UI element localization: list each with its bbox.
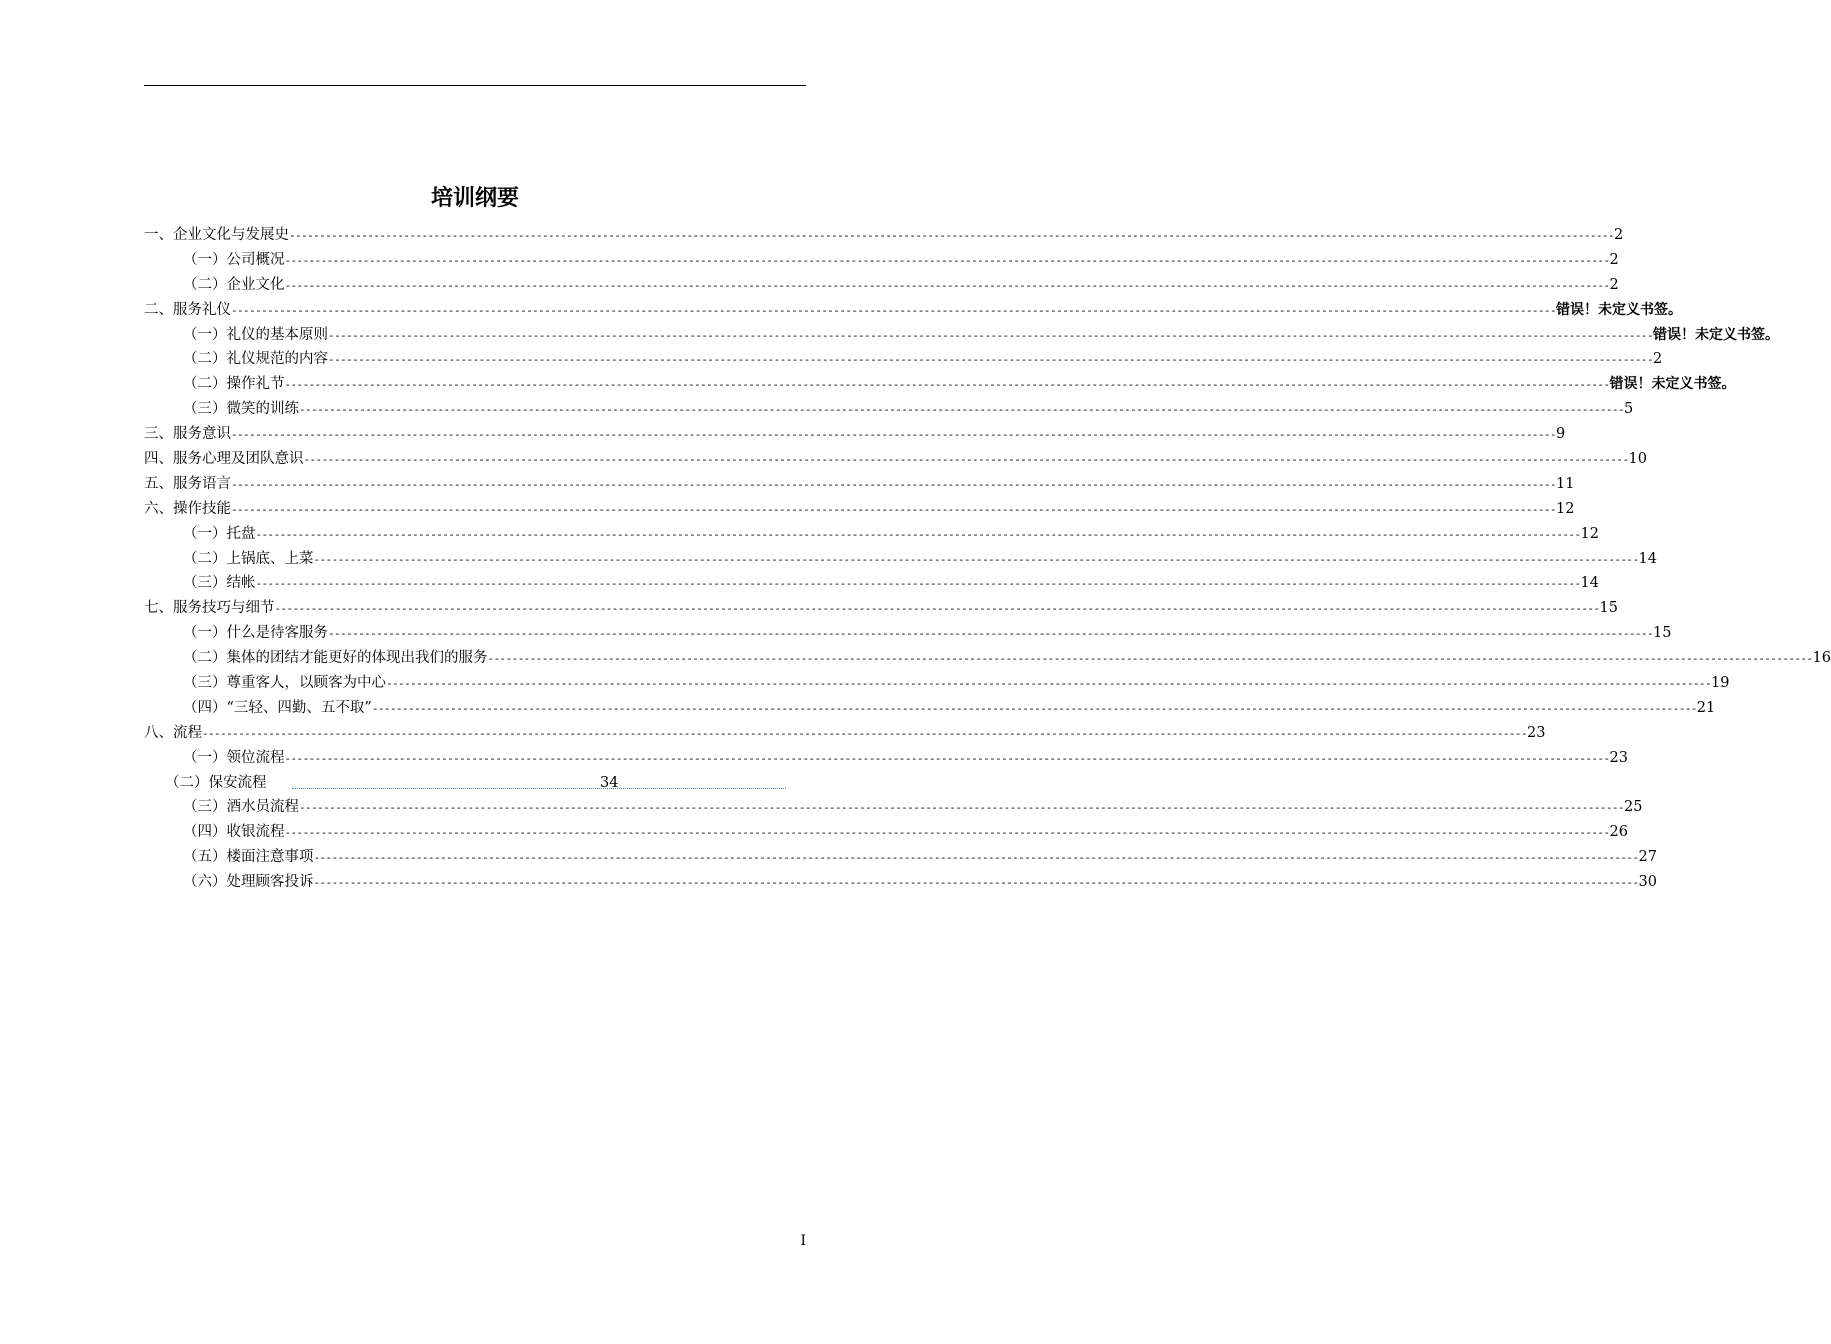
toc-entry-label: （三）尊重客人，以顾客为中心 [183,675,386,692]
toc-entry-label: （四）收银流程 [183,824,285,841]
toc-entry[interactable] [144,721,1546,746]
toc-entry-label: 四、服务心理及团队意识 [144,451,304,468]
toc-leader: ---------------------------------------------------------------------------------------------------------------------------------------------------------------------------------------------------------------------------- [284,278,1610,292]
toc-entry[interactable] [144,596,1618,621]
toc-entry-page: 15 [1599,600,1618,617]
toc-leader: ---------------------------------------------------------------------------------------------------------------------------------------------------------------------------------------------------------------------------- [313,552,1639,566]
document-title: 培训纲要 [430,186,519,211]
toc-entry-page: 12 [1580,525,1599,542]
toc-entry-label: （三）微笑的训练 [183,401,299,418]
toc-entry-page: 9 [1555,426,1566,443]
toc-entry-page: 15 [1652,625,1672,642]
toc-entry-label: （三）结帐 [183,575,256,592]
table-of-contents [144,223,1831,895]
toc-entry[interactable] [144,397,1634,422]
toc-leader: ---------------------------------------------------------------------------------------------------------------------------------------------------------------------------------------------------------------------------- [284,253,1610,267]
toc-entry-page: 14 [1580,575,1599,592]
toc-entry-page: 10 [1628,451,1647,468]
toc-entry-page: 23 [1609,749,1628,766]
toc-entry-label: 二、服务礼仪 [144,301,231,318]
toc-entry-page: 26 [1609,824,1628,841]
toc-leader: ---------------------------------------------------------------------------------------------------------------------------------------------------------------------------------------------------------------------------- [328,328,1653,342]
toc-entry[interactable] [144,696,1716,721]
toc-leader: ---------------------------------------------------------------------------------------------------------------------------------------------------------------------------------------------------------------------------- [299,403,1624,417]
toc-entry[interactable] [144,771,806,796]
toc-entry[interactable] [144,273,1619,298]
toc-entry[interactable] [144,547,1657,572]
toc-entry-label: 一、企业文化与发展史 [144,227,289,243]
toc-entry-label: （四）“三轻、四勤、五不取” [183,699,372,716]
toc-entry[interactable] [144,372,1736,397]
page-number: I [800,1233,806,1249]
toc-leader: ---------------------------------------------------------------------------------------------------------------------------------------------------------------------------------------------------------------------------- [313,851,1639,865]
toc-entry-label: （二）集体的团结才能更好的体现出我们的服务 [183,650,488,667]
toc-entry[interactable] [144,223,1624,248]
toc-entry-label: （一）托盘 [183,525,256,542]
toc-entry-label: （一）什么是待客服务 [183,625,328,642]
toc-entry-label: 三、服务意识 [144,426,231,443]
toc-entry-page: 2 [1652,351,1663,368]
toc-entry-label: （三）酒水员流程 [183,799,299,816]
toc-entry-page: 30 [1638,874,1657,891]
toc-entry[interactable] [144,820,1628,845]
toc-entry[interactable] [144,497,1575,522]
toc-entry[interactable] [144,621,1672,646]
toc-leader: ---------------------------------------------------------------------------------------------------------------------------------------------------------------------------------------------------------------------------- [274,602,1600,616]
toc-entry[interactable] [144,472,1575,497]
toc-entry[interactable] [144,447,1647,472]
header-rule [144,85,806,86]
toc-entry-page: 2 [1613,227,1624,243]
toc-entry-page: 27 [1638,849,1657,866]
toc-leader: ---------------------------------------------------------------------------------------------------------------------------------------------------------------------------------------------------------------------------- [328,353,1653,367]
toc-leader [292,788,786,789]
toc-entry-page: 错误！未定义书签。 [1652,326,1779,343]
toc-entry[interactable] [144,646,1831,671]
toc-entry[interactable] [144,795,1643,820]
toc-entry-label: 七、服务技巧与细节 [144,600,275,617]
toc-leader: ---------------------------------------------------------------------------------------------------------------------------------------------------------------------------------------------------------------------------- [386,677,1711,691]
toc-leader: ---------------------------------------------------------------------------------------------------------------------------------------------------------------------------------------------------------------------------- [313,876,1639,890]
toc-entry-label: 五、服务语言 [144,475,231,492]
toc-entry-page: 2 [1609,251,1619,268]
toc-leader: ---------------------------------------------------------------------------------------------------------------------------------------------------------------------------------------------------------------------------- [487,652,1813,666]
toc-entry-page: 2 [1609,276,1619,293]
toc-entry[interactable] [144,870,1657,895]
toc-entry-label: （一）领位流程 [183,749,285,766]
toc-leader: ---------------------------------------------------------------------------------------------------------------------------------------------------------------------------------------------------------------------------- [231,502,1556,516]
toc-entry-label: （二）上锅底、上菜 [183,550,314,567]
toc-entry-label: （二）礼仪规范的内容 [183,351,328,368]
toc-entry-label: 八、流程 [144,724,202,741]
toc-leader: ---------------------------------------------------------------------------------------------------------------------------------------------------------------------------------------------------------------------------- [255,577,1581,591]
toc-leader: ---------------------------------------------------------------------------------------------------------------------------------------------------------------------------------------------------------------------------- [289,229,1614,242]
toc-entry[interactable] [144,671,1730,696]
toc-entry-page: 21 [1696,699,1716,716]
toc-entry-label: （二）企业文化 [183,276,285,293]
toc-entry-label: （六）处理顾客投诉 [183,874,314,891]
toc-entry-page: 错误！未定义书签。 [1609,376,1736,393]
toc-entry-page: 23 [1526,724,1546,741]
toc-leader: ---------------------------------------------------------------------------------------------------------------------------------------------------------------------------------------------------------------------------- [299,801,1624,815]
toc-leader: ---------------------------------------------------------------------------------------------------------------------------------------------------------------------------------------------------------------------------- [231,303,1556,317]
toc-entry-page: 16 [1812,650,1831,667]
toc-leader: ---------------------------------------------------------------------------------------------------------------------------------------------------------------------------------------------------------------------------- [255,527,1581,541]
toc-leader: ---------------------------------------------------------------------------------------------------------------------------------------------------------------------------------------------------------------------------- [231,428,1556,442]
toc-entry-label: （二）保安流程 [165,774,267,791]
toc-entry-label: （一）礼仪的基本原则 [183,326,328,343]
toc-entry-label: 六、操作技能 [144,500,231,517]
toc-leader: ---------------------------------------------------------------------------------------------------------------------------------------------------------------------------------------------------------------------------- [303,453,1629,467]
toc-entry[interactable] [144,347,1663,372]
toc-entry-label: （一）公司概况 [183,251,285,268]
toc-entry[interactable] [144,422,1566,447]
toc-entry[interactable] [144,323,1779,348]
toc-entry[interactable] [144,845,1657,870]
toc-leader: ---------------------------------------------------------------------------------------------------------------------------------------------------------------------------------------------------------------------------- [371,701,1697,715]
toc-entry-page: 错误！未定义书签。 [1555,301,1682,318]
toc-entry[interactable] [144,522,1599,547]
toc-entry-label: （二）操作礼节 [183,376,285,393]
toc-entry-page: 25 [1623,799,1643,816]
toc-entry-page: 19 [1710,675,1730,692]
toc-leader: ---------------------------------------------------------------------------------------------------------------------------------------------------------------------------------------------------------------------------- [284,826,1610,840]
toc-entry[interactable] [144,298,1682,323]
toc-entry[interactable] [144,746,1628,771]
toc-entry-label: （五）楼面注意事项 [183,849,314,866]
toc-entry-page: 14 [1638,550,1657,567]
toc-leader: ---------------------------------------------------------------------------------------------------------------------------------------------------------------------------------------------------------------------------- [328,627,1653,641]
toc-entry[interactable] [144,571,1599,596]
toc-entry-page: 12 [1555,500,1575,517]
toc-entry[interactable] [144,248,1619,273]
toc-entry-page: 34 [600,774,619,791]
toc-entry-page: 5 [1623,401,1634,418]
toc-leader: ---------------------------------------------------------------------------------------------------------------------------------------------------------------------------------------------------------------------------- [284,751,1610,765]
toc-leader: ---------------------------------------------------------------------------------------------------------------------------------------------------------------------------------------------------------------------------- [231,477,1556,491]
toc-leader: ---------------------------------------------------------------------------------------------------------------------------------------------------------------------------------------------------------------------------- [284,378,1610,392]
toc-leader: ---------------------------------------------------------------------------------------------------------------------------------------------------------------------------------------------------------------------------- [202,726,1527,740]
toc-entry-page: 11 [1555,475,1575,492]
